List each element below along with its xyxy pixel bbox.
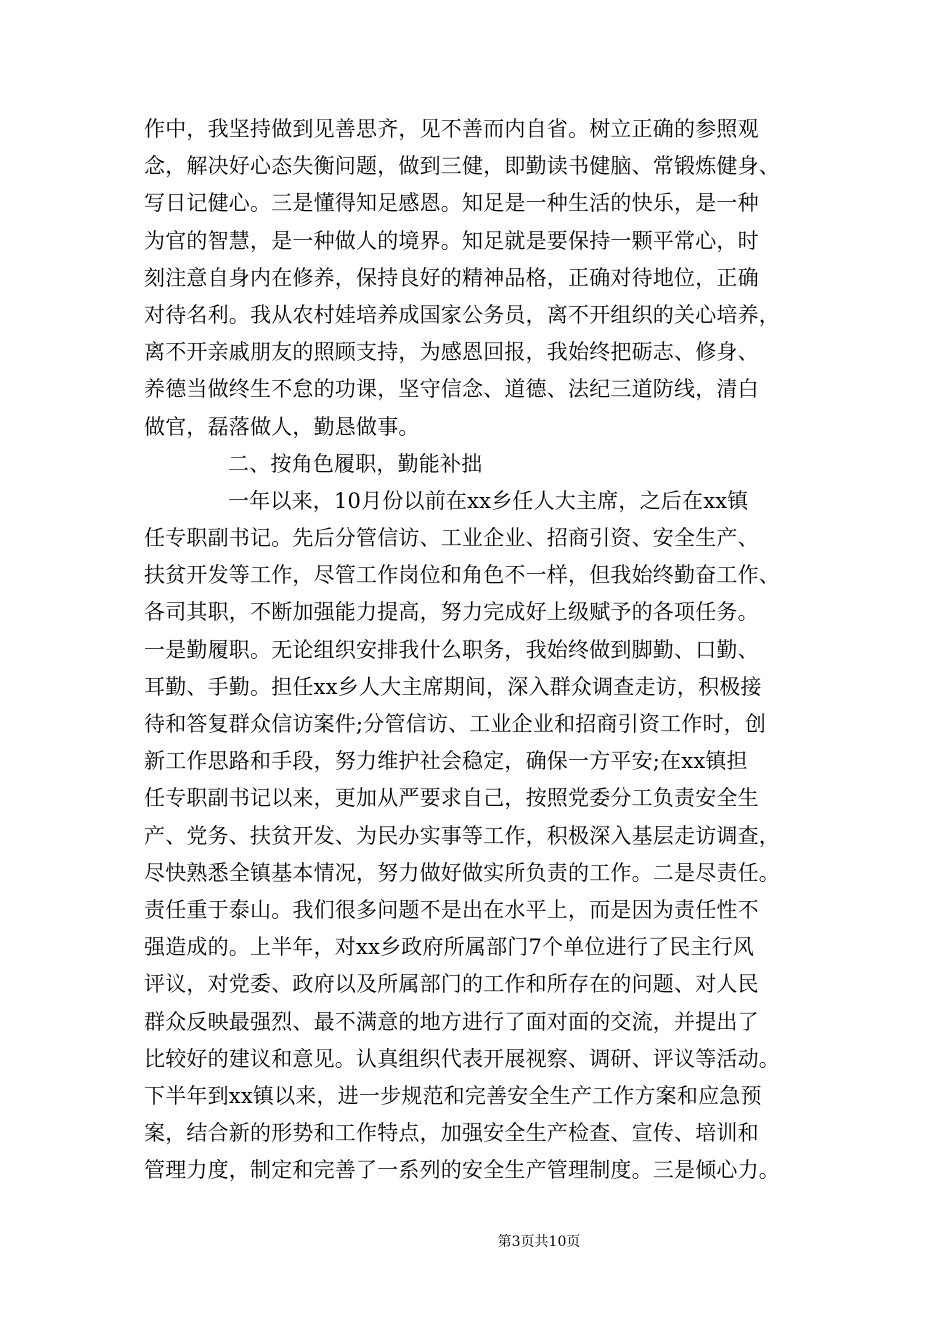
section-heading: 二、按角色履职，勤能补拙 [228,451,483,476]
text-line: 管理力度，制定和完善了一系列的安全生产管理制度。三是倾心力。 [144,1158,780,1183]
text-line: 案，结合新的形势和工作特点，加强安全生产检查、宣传、培训和 [144,1121,759,1146]
text-line: 念，解决好心态失衡问题，做到三健，即勤读书健脑、常锻炼健身、 [144,154,780,179]
text-line: 评议，对党委、政府以及所属部门的工作和所存在的问题、对人民 [144,972,759,997]
text-line: 为官的智慧，是一种做人的境界。知足就是要保持一颗平常心，时 [144,228,759,253]
text-line: 作中，我坚持做到见善思齐，见不善而内自省。树立正确的参照观 [144,117,759,141]
text-line: 产、党务、扶贫开发、为民办实事等工作，积极深入基层走访调查， [144,823,780,848]
text-line: 扶贫开发等工作，尽管工作岗位和角色不一样，但我始终勤奋工作、 [144,563,780,588]
text-line: 任专职副书记。先后分管信访、工业企业、招商引资、安全生产、 [144,526,759,551]
text-line: 尽快熟悉全镇基本情况，努力做好做实所负责的工作。二是尽责任。 [144,860,780,885]
body-text [144,111,834,1189]
text-line: 强造成的。上半年，对xx乡政府所属部门7个单位进行了民主行风 [144,935,755,960]
text-line: 任专职副书记以来，更加从严要求自己，按照党委分工负责安全生 [144,786,759,811]
text-line: 做官，磊落做人，勤恳做事。 [144,414,420,439]
page-footer [0,1232,950,1252]
text-line: 离不开亲戚朋友的照顾支持，为感恩回报，我始终把砺志、修身、 [144,340,759,365]
page-number: 第3页共10页 [497,1234,581,1250]
text-line: 耳勤、手勤。担任xx乡人大主席期间，深入群众调查走访，积极接 [144,674,762,699]
text-line: 养德当做终生不怠的功课，坚守信念、道德、法纪三道防线，清白 [144,377,759,402]
text-line: 各司其职，不断加强能力提高，努力完成好上级赋予的各项任务。 [144,600,759,625]
text-line: 刻注意自身内在修养，保持良好的精神品格，正确对待地位，正确 [144,265,759,290]
text-line: 下半年到xx镇以来，进一步规范和完善安全生产工作方案和应急预 [144,1083,762,1108]
paragraph-first-line: 一年以来，10月份以前在xx乡任人大主席，之后在xx镇 [228,488,749,513]
text-line: 比较好的建议和意见。认真组织代表开展视察、调研、评议等活动。 [144,1046,780,1071]
text-line: 待和答复群众信访案件;分管信访、工业企业和招商引资工作时，创 [144,712,767,736]
text-line: 对待名利。我从农村娃培养成国家公务员，离不开组织的关心培养， [144,302,780,327]
text-line: 群众反映最强烈、最不满意的地方进行了面对面的交流，并提出了 [144,1009,759,1034]
text-line: 新工作思路和手段，努力维护社会稳定，确保一方平安;在xx镇担 [144,749,748,774]
text-line: 写日记健心。三是懂得知足感恩。知足是一种生活的快乐，是一种 [144,191,759,216]
text-line: 责任重于泰山。我们很多问题不是出在水平上，而是因为责任性不 [144,897,759,922]
text-line: 一是勤履职。无论组织安排我什么职务，我始终做到脚勤、口勤、 [144,637,759,662]
